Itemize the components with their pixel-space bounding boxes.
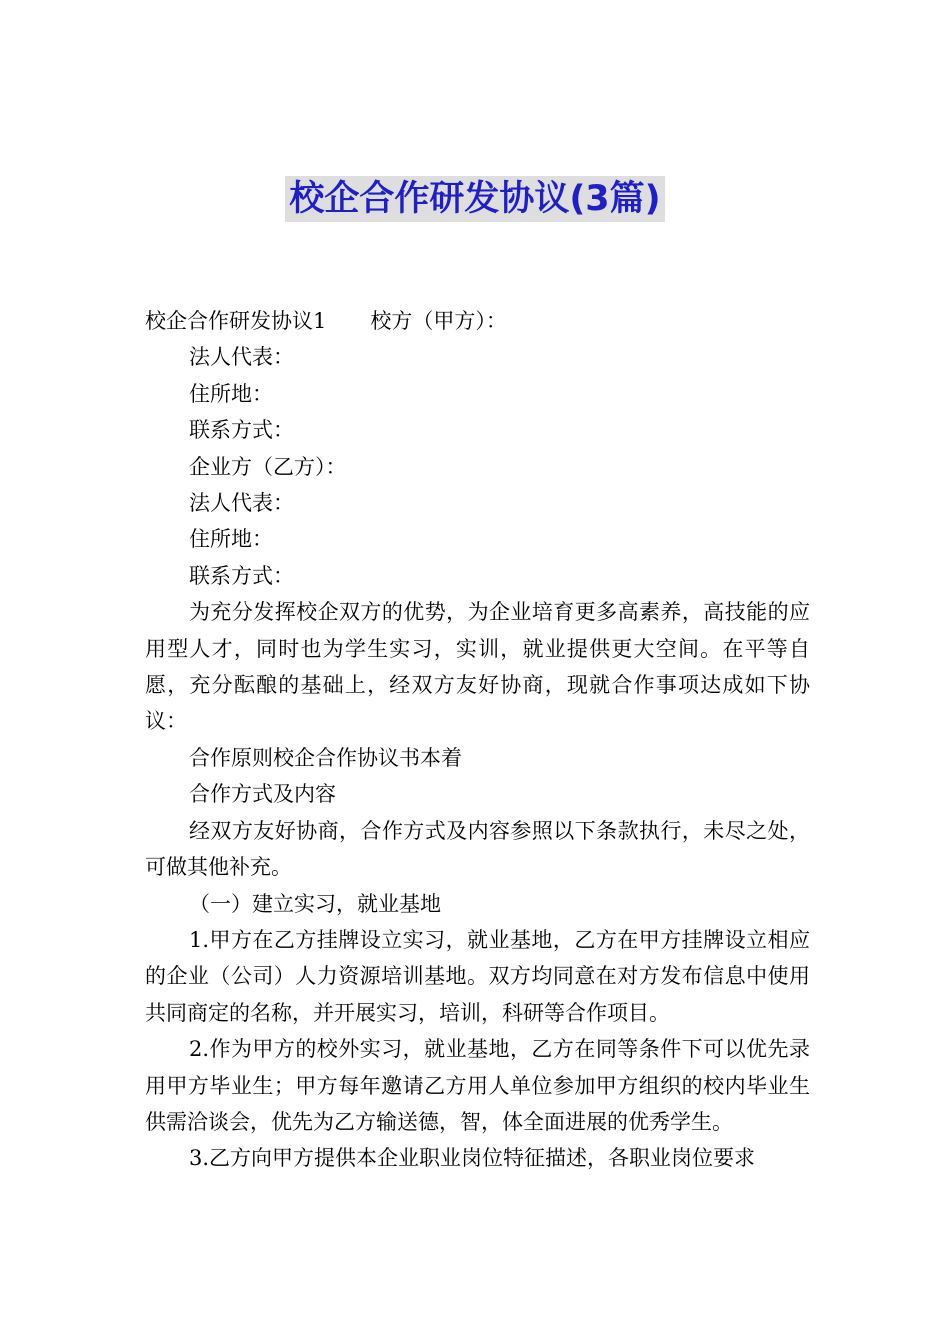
preamble-paragraph: 为充分发挥校企双方的优势，为企业培育更多高素养，高技能的应用型人才，同时也为学生实习，实训，就业提供更大空间。在平等自愿，充分酝酿的基础上，经双方友好协商，现就合作事项达成如下协议： [145,600,810,734]
section-one-heading: （一）建立实习，就业基地 [189,891,441,916]
party-b-contact: 联系方式： [189,563,294,588]
document-title: 校企合作研发协议(3篇) [285,176,664,222]
cooperation-principle: 合作原则校企合作协议书本着 [189,745,462,770]
clause-1-paragraph: 1.甲方在乙方挂牌设立实习，就业基地，乙方在甲方挂牌设立相应的企业（公司）人力资源培训基地。双方均同意在对方发布信息中使用共同商定的名称，并开展实习，培训，科研等合作项目。 [145,927,810,1025]
document-body [145,303,810,1177]
party-a-address: 住所地： [189,381,273,406]
title-container [0,176,950,222]
agreement-heading-line [145,303,810,339]
party-a-label: 校方（甲方）： [370,309,507,333]
clause-3-paragraph: 3.乙方向甲方提供本企业职业岗位特征描述，各职业岗位要求 [189,1146,756,1171]
cooperation-method-heading: 合作方式及内容 [189,782,336,807]
party-b-label: 企业方（乙方）： [189,454,347,479]
party-b-address: 住所地： [189,527,273,552]
party-b-legal-rep: 法人代表： [189,491,294,516]
cooperation-note-paragraph: 经双方友好协商，合作方式及内容参照以下条款执行，未尽之处，可做其他补充。 [145,818,810,880]
clause-2-paragraph: 2.作为甲方的校外实习，就业基地，乙方在同等条件下可以优先录用甲方毕业生；甲方每年邀请乙方用人单位参加甲方组织的校内毕业生供需洽谈会，优先为乙方输送德，智，体全面进展的优秀学生。 [145,1037,810,1134]
party-a-contact: 联系方式： [189,418,294,443]
party-a-legal-rep: 法人代表： [189,345,294,370]
agreement-heading: 校企合作研发协议1 [145,309,327,333]
